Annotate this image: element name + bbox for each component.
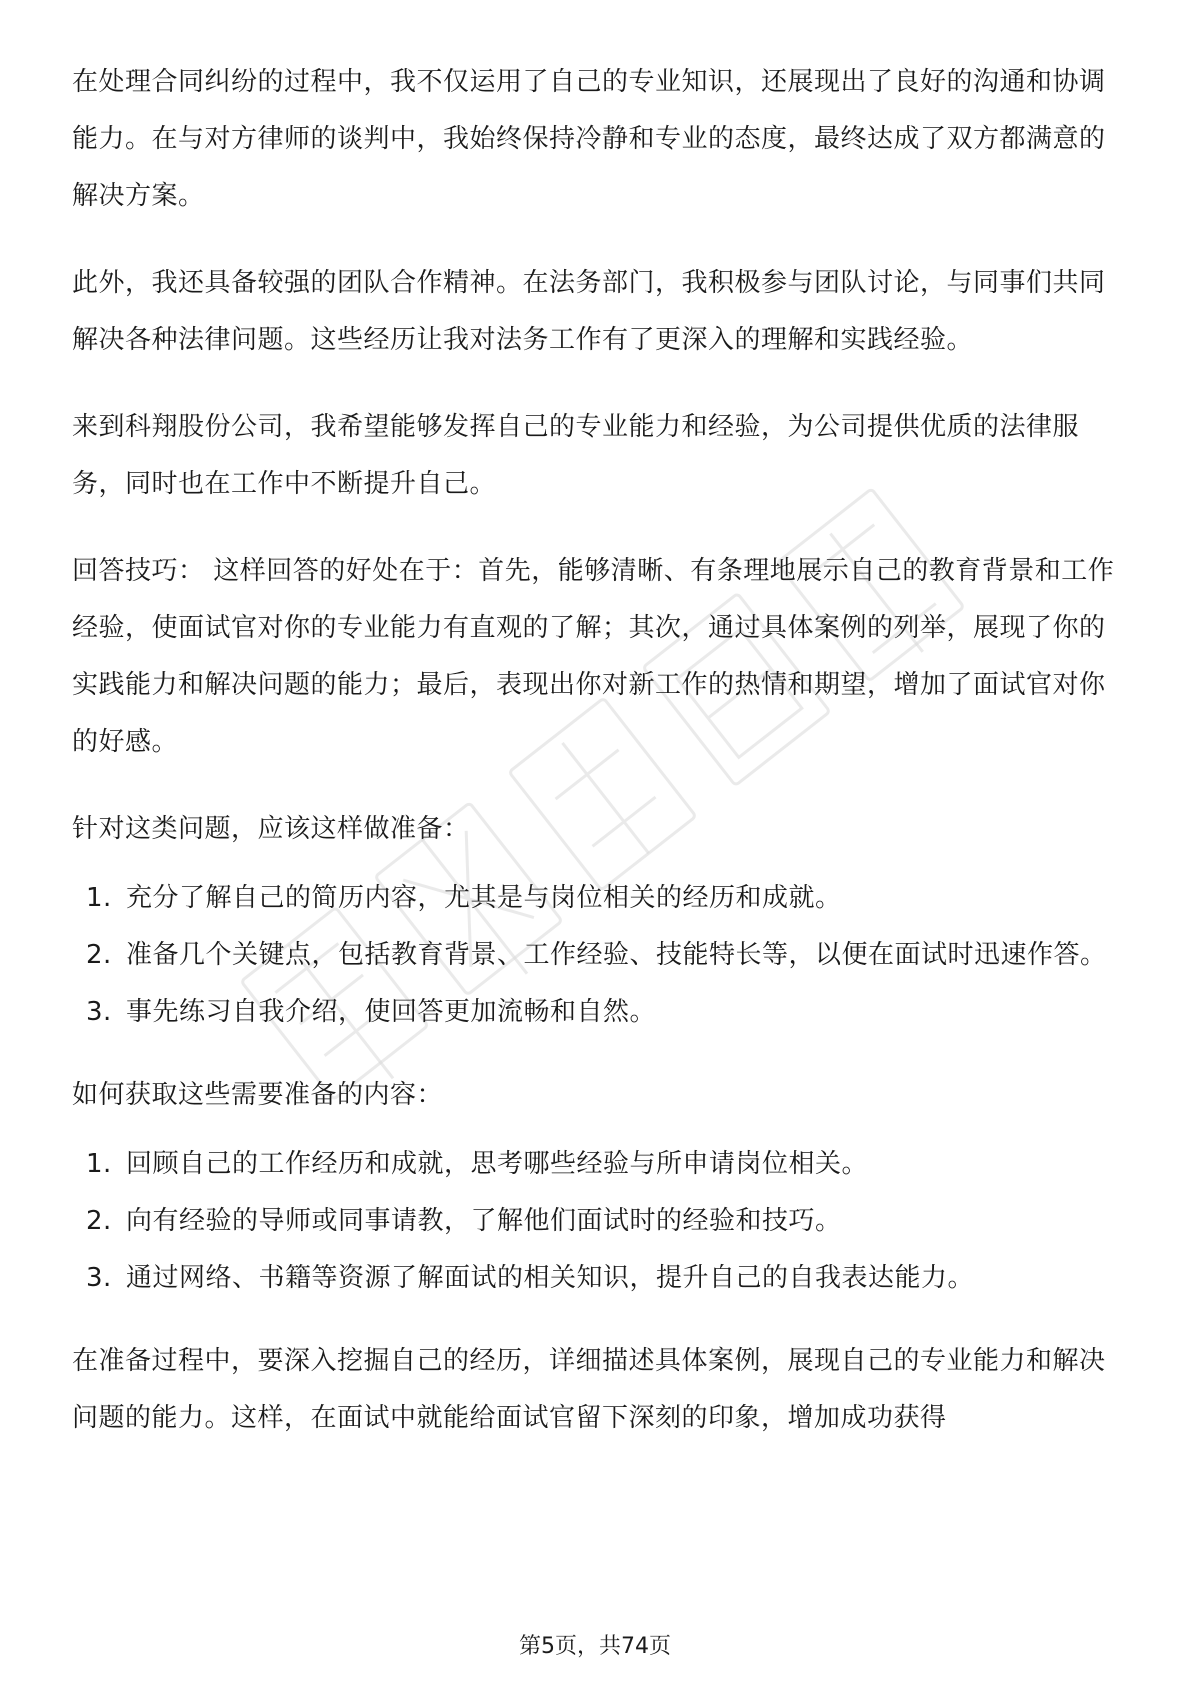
list-number: 3. xyxy=(86,1263,112,1293)
list-item xyxy=(72,984,1122,1041)
list-text: 回顾自己的工作经历和成就，思考哪些经验与所申请岗位相关。 xyxy=(126,1149,869,1179)
list-number: 1. xyxy=(86,1149,112,1179)
list-item xyxy=(72,870,1122,927)
paragraph-closing: 在准备过程中，要深入挖掘自己的经历，详细描述具体案例，展现自己的专业能力和解决问题的能力。这样，在面试中就能给面试官留下深刻的印象，增加成功获得 xyxy=(72,1346,1106,1433)
paragraph-negotiation: 在处理合同纠纷的过程中，我不仅运用了自己的专业知识，还展现出了良好的沟通和协调能力。在与对方律师的谈判中，我始终保持冷静和专业的态度，最终达成了双方都满意的解决方案。 xyxy=(72,67,1106,211)
list-item xyxy=(72,1136,1122,1193)
list-item xyxy=(72,927,1122,984)
list-text: 向有经验的导师或同事请教，了解他们面试时的经验和技巧。 xyxy=(126,1206,842,1236)
prepare-heading: 针对这类问题，应该这样做准备： xyxy=(72,814,470,844)
obtain-heading: 如何获取这些需要准备的内容： xyxy=(72,1080,444,1110)
obtain-list xyxy=(72,1136,1122,1307)
paragraph-motivation: 来到科翔股份公司，我希望能够发挥自己的专业能力和经验，为公司提供优质的法律服务，同时也在工作中不断提升自己。 xyxy=(72,412,1080,499)
paragraph-teamwork: 此外，我还具备较强的团队合作精神。在法务部门，我积极参与团队讨论，与同事们共同解决各种法律问题。这些经历让我对法务工作有了更深入的理解和实践经验。 xyxy=(72,268,1106,355)
list-number: 2. xyxy=(86,1206,112,1236)
list-item xyxy=(72,1193,1122,1250)
prepare-list xyxy=(72,870,1122,1041)
list-text: 充分了解自己的简历内容，尤其是与岗位相关的经历和成就。 xyxy=(126,883,842,913)
list-item xyxy=(72,1250,1122,1307)
list-number: 2. xyxy=(86,940,112,970)
list-text: 通过网络、书籍等资源了解面试的相关知识，提升自己的自我表达能力。 xyxy=(126,1263,975,1293)
paragraph-answer-tips: 回答技巧： 这样回答的好处在于：首先，能够清晰、有条理地展示自己的教育背景和工作经验，使面试官对你的专业能力有直观的了解；其次，通过具体案例的列举，展现了你的实践能力和解决问题的能力；最后，表现出你对新工作的热情和期望，增加了面试官对你的好感。 xyxy=(72,556,1115,757)
page-footer: 第5页，共74页 xyxy=(519,1634,671,1659)
page-content xyxy=(72,54,1122,1477)
list-number: 1. xyxy=(86,883,112,913)
list-number: 3. xyxy=(86,997,112,1027)
list-text: 准备几个关键点，包括教育背景、工作经验、技能特长等，以便在面试时迅速作答。 xyxy=(126,940,1107,970)
list-text: 事先练习自我介绍，使回答更加流畅和自然。 xyxy=(126,997,657,1027)
